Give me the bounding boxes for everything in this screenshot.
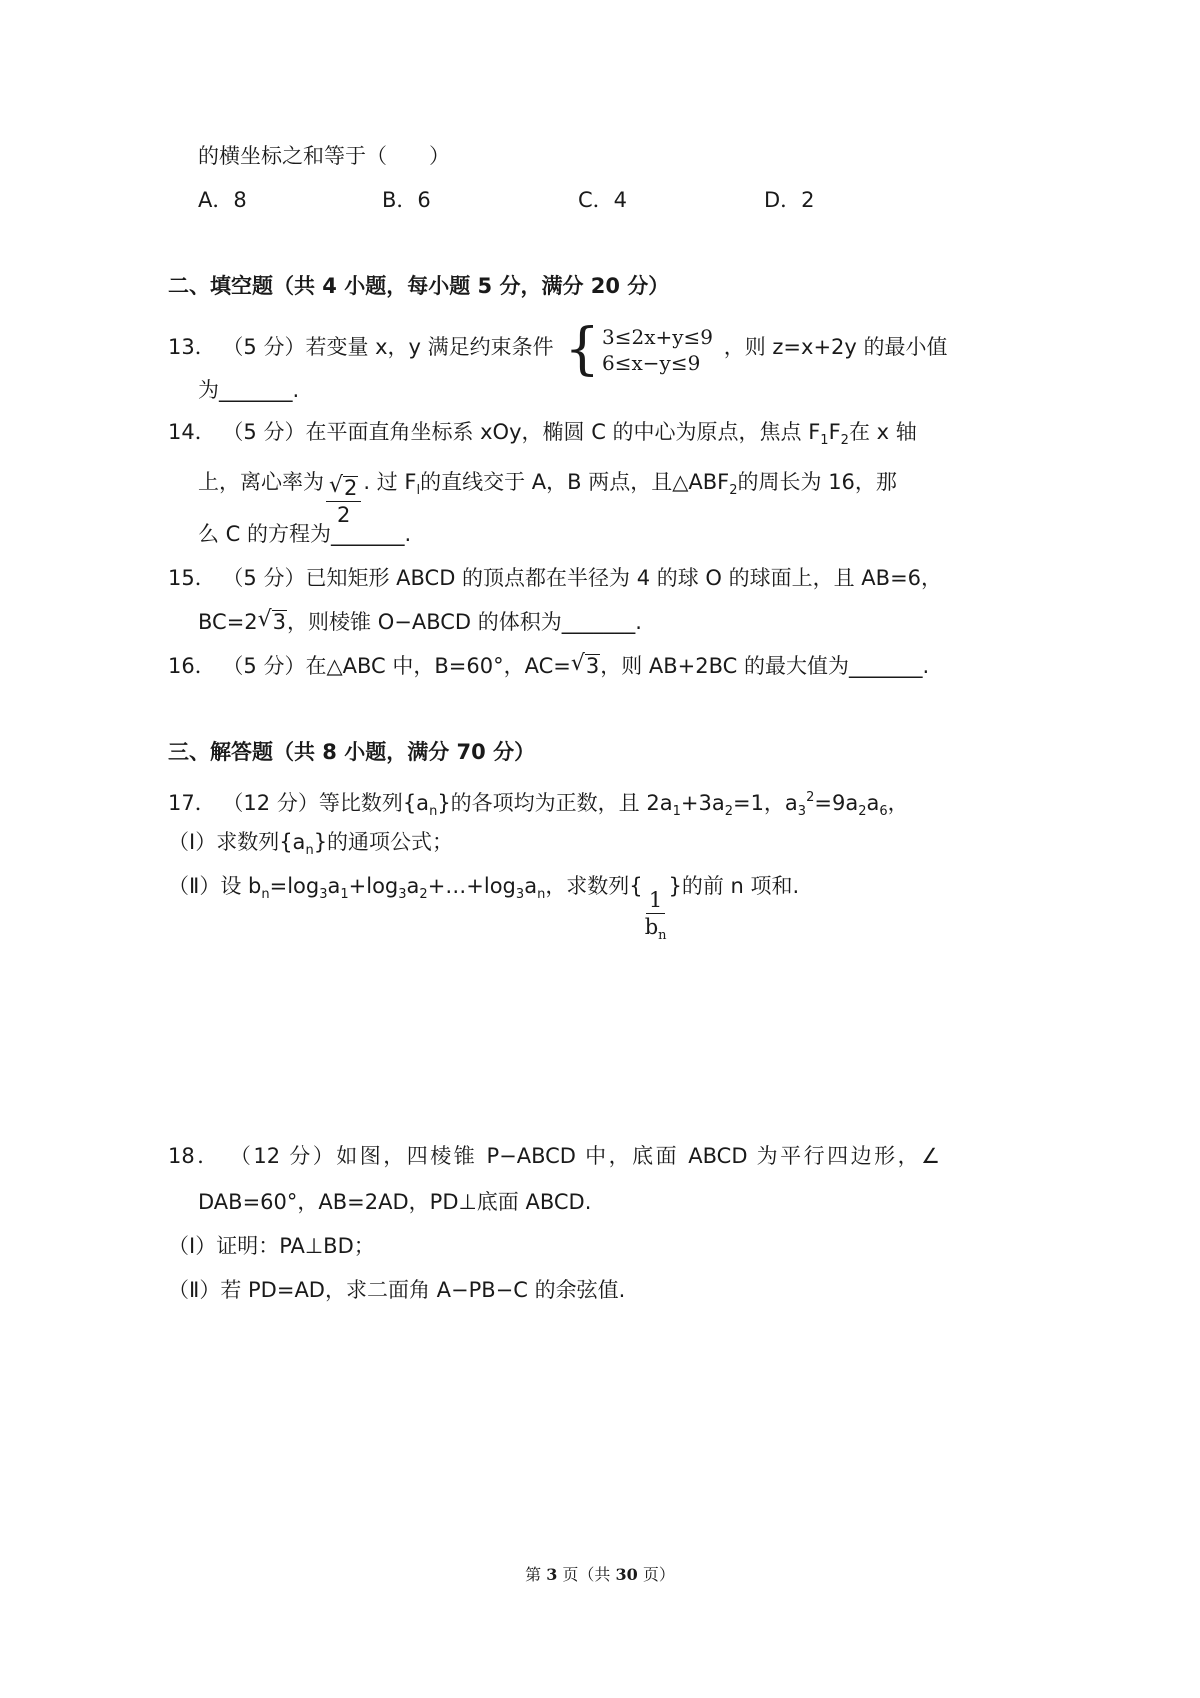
- q17-text: +log: [348, 874, 399, 898]
- q17-number: 17．: [168, 791, 216, 815]
- q18-part2: （Ⅱ）若 PD=AD，求二面角 A−PB−C 的余弦值.: [168, 1278, 626, 1302]
- q17-text: }的各项均为正数，且 2a: [437, 791, 673, 815]
- q17-sub: 1: [672, 804, 681, 819]
- q15-text-1: （5 分）已知矩形 ABCD 的顶点都在半径为 4 的球 O 的球面上，且 AB=6，: [222, 566, 943, 590]
- q18-text-1: （12 分）如图，四棱锥 P−ABCD 中，底面 ABCD 为平行四边形，∠: [229, 1144, 940, 1168]
- q17-sup: 2: [806, 790, 815, 805]
- q14-frac-den: 2: [337, 503, 351, 527]
- q17-text: a: [524, 874, 538, 898]
- q14-text-2c: 的直线交于 A，B 两点，且△ABF: [420, 470, 730, 494]
- q17-text: a: [327, 874, 341, 898]
- q12-tail: 的横坐标之和等于（ ）: [198, 144, 450, 168]
- q15-text-2b: ，则棱锥 O−ABCD 的体积为_______.: [287, 610, 642, 634]
- q17-text: =1，a: [732, 791, 798, 815]
- q14-line2: [198, 468, 897, 528]
- sqrt-sign: √ 3: [570, 651, 600, 678]
- q17-text: =9a: [814, 791, 859, 815]
- q17-text: （Ⅱ）设 b: [168, 874, 262, 898]
- q17-sub: 6: [879, 804, 888, 819]
- q16-number: 16．: [168, 654, 216, 678]
- q13-constraint-system: [564, 317, 714, 382]
- q13-text-a: （5 分）若变量 x，y 满足约束条件: [222, 335, 554, 359]
- page-footer: [0, 1562, 1200, 1585]
- q17-text: }的前 n 项和.: [668, 874, 800, 898]
- q14-text-1b: F: [828, 420, 841, 444]
- q15-text-2a: BC=2: [198, 610, 258, 634]
- q17-reciprocal-fraction: [645, 887, 667, 949]
- q17-sub: 2: [724, 804, 733, 819]
- q15-number: 15．: [168, 566, 216, 590]
- q17-sub: n: [429, 804, 438, 819]
- q17-text: a: [866, 791, 880, 815]
- q12-option-a: A．8: [198, 188, 247, 212]
- q17-sub: n: [537, 887, 546, 902]
- q14-sub: l: [416, 483, 421, 498]
- q14-sub: 2: [840, 433, 849, 448]
- q17-sub: 3: [797, 804, 807, 819]
- q17-sub: 3: [319, 887, 328, 902]
- q17-text: ，: [887, 791, 909, 815]
- q17-text: +3a: [680, 791, 725, 815]
- footer-text: 页（共: [557, 1565, 616, 1584]
- q17-text: （Ⅰ）求数列{a: [168, 830, 306, 854]
- q12-option-d: D．2: [764, 188, 815, 212]
- q17-frac-den: $b_n$: [644, 915, 667, 943]
- sqrt-sign: √ 2: [329, 473, 358, 500]
- q15-line1: [168, 564, 942, 592]
- q17-text: =log: [269, 874, 320, 898]
- q18-line1: [168, 1142, 940, 1170]
- q14-line1: [168, 418, 917, 455]
- q17-sub: n: [261, 887, 270, 902]
- brace-icon: {: [564, 317, 600, 382]
- q17-part2: [168, 872, 799, 949]
- q17-sub: 2: [419, 887, 428, 902]
- q18-part1: （Ⅰ）证明：PA⊥BD；: [168, 1234, 375, 1258]
- q17-text: +…+log: [427, 874, 516, 898]
- footer-total-pages: 30: [615, 1565, 638, 1584]
- q14-text-1c: 在 x 轴: [848, 420, 917, 444]
- q14-text-2b: . 过 F: [363, 470, 417, 494]
- q17-part1: [168, 828, 453, 865]
- q14-line3: 么 C 的方程为_______.: [198, 522, 412, 546]
- q13-constraint-2: 6≤x−y≤9: [602, 351, 701, 375]
- q14-text-1a: （5 分）在平面直角坐标系 xOy，椭圆 C 的中心为原点，焦点 F: [222, 420, 821, 444]
- q17-text: }的通项公式；: [313, 830, 454, 854]
- q16-text-b: ，则 AB+2BC 的最大值为_______.: [600, 654, 930, 678]
- q17-text: ，求数列{: [545, 874, 643, 898]
- q15-line2: [198, 608, 642, 636]
- footer-text: 第: [525, 1565, 547, 1584]
- q17-frac-num: 1: [646, 887, 665, 914]
- q14-sub: 2: [729, 483, 738, 498]
- q13-line2: 为_______.: [198, 378, 300, 402]
- q14-text-2a: 上，离心率为: [198, 470, 324, 494]
- footer-page-number: 3: [546, 1565, 558, 1584]
- footer-text: 页）: [637, 1565, 675, 1584]
- q13-number: 13．: [168, 335, 216, 359]
- q13-text-b: ，则 z=x+2y 的最小值: [723, 335, 948, 359]
- q16-line: [168, 652, 929, 680]
- q17-sub: 3: [398, 887, 407, 902]
- q13-constraint-1: 3≤2x+y≤9: [602, 325, 714, 349]
- q14-sub: 1: [820, 433, 829, 448]
- section3-title: 三、解答题（共 8 小题，满分 70 分）: [168, 740, 536, 764]
- q17-text: （12 分）等比数列{a: [222, 791, 430, 815]
- sqrt-sign: √ 3: [257, 607, 287, 634]
- q14-number: 14．: [168, 420, 216, 444]
- q18-number: 18．: [168, 1144, 221, 1168]
- q16-text-a: （5 分）在△ABC 中，B=60°，AC=: [222, 654, 571, 678]
- section2-title: 二、填空题（共 4 小题，每小题 5 分，满分 20 分）: [168, 274, 670, 298]
- q17-sub: n: [305, 843, 314, 858]
- q17-line1: [168, 784, 909, 826]
- q17-text: a: [406, 874, 420, 898]
- q12-option-c: C．4: [578, 188, 628, 212]
- q17-sub: 3: [515, 887, 525, 902]
- q17-sub: 1: [340, 887, 349, 902]
- q18-line2: DAB=60°，AB=2AD，PD⊥底面 ABCD.: [198, 1190, 592, 1214]
- q13-line1: [168, 317, 948, 382]
- q17-sub: 2: [858, 804, 867, 819]
- q12-option-b: B．6: [382, 188, 431, 212]
- q14-text-2d: 的周长为 16，那: [737, 470, 897, 494]
